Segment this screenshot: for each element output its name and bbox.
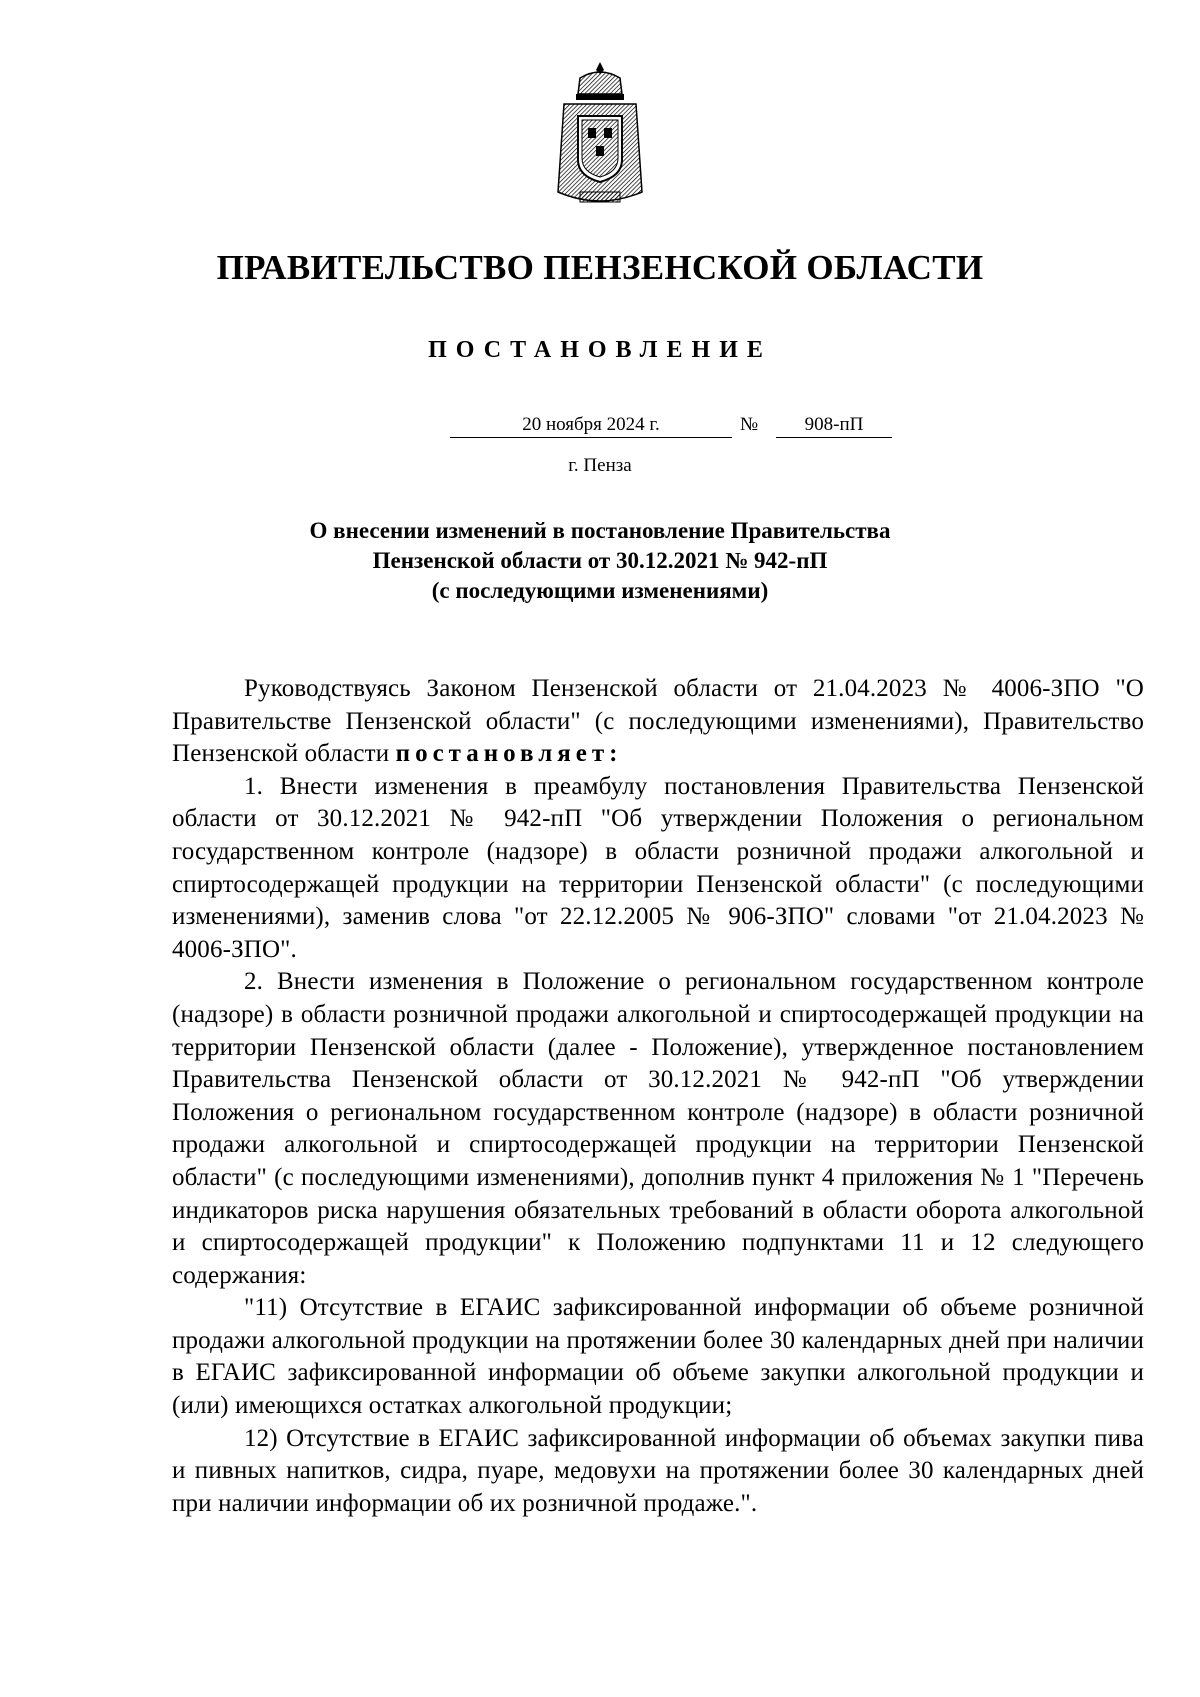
- subject-line-1: О внесении изменений в постановление Правительства: [309, 518, 891, 543]
- intro-text: Руководствуясь Законом Пензенской области от 21.04.2023 № 4006-ЗПО "О Правительстве Пензенской области" (с последующими изменениями), Правительство Пензенской области: [172, 675, 1144, 768]
- item-2-paragraph: 2. Внести изменения в Положение о региональном государственном контроле (надзоре) в области розничной продажи алкогольной и спиртосодержащей продукции на территории Пензенской области (далее - Положение), утвержденное постановлением Правительства Пензенской области от 30.12.2021 № 942-пП "Об утверждении Положения о региональном государственном контроле (надзоре) в области розничной продажи алкогольной и спиртосодержащей продукции на территории Пензенской области" (с последующими изменениями), дополнив пункт 4 приложения № 1 "Перечень индикаторов риска нарушения обязательных требований в области оборота алкогольной и спиртосодержащей продукции" к Положению подпунктами 11 и 12 следующего содержания:: [172, 968, 1144, 1289]
- city: г. Пенза: [568, 455, 632, 476]
- document-type: ПОСТАНОВЛЕНИЕ: [428, 337, 772, 363]
- organization-title: ПРАВИТЕЛЬСТВО ПЕНЗЕНСКОЙ ОБЛАСТИ: [216, 248, 984, 287]
- document-date: 20 ноября 2024 г.: [450, 413, 732, 438]
- number-sign: №: [740, 414, 759, 435]
- decree-word: постановляет:: [395, 740, 623, 768]
- subitem-11-paragraph: "11) Отсутствие в ЕГАИС зафиксированной информации об объеме розничной продажи алкогольной продукции на протяжении более 30 календарных дней при наличии в ЕГАИС зафиксированной информации об объеме закупки алкогольной продукции и (или) имеющихся остатках алкогольной продукции;: [172, 1294, 1144, 1420]
- subject-line-3: (с последующими изменениями): [431, 578, 769, 603]
- subject-line-2: Пензенской области от 30.12.2021 № 942-пП: [372, 548, 828, 573]
- item-1-paragraph: 1. Внести изменения в преамбулу постановления Правительства Пензенской области от 30.12.2021 № 942-пП "Об утверждении Положения о региональном государственном контроле (надзоре) в области розничной продажи алкогольной и спиртосодержащей продукции на территории Пензенской области" (с последующими изменениями), заменив слова "от 22.12.2005 № 906-ЗПО" словами "от 21.04.2023 № 4006-ЗПО".: [172, 772, 1144, 963]
- intro-paragraph: [172, 673, 1144, 771]
- document-subject: [0, 516, 1200, 606]
- penza-coat-of-arms-icon: [550, 60, 650, 210]
- subitem-12-paragraph: 12) Отсутствие в ЕГАИС зафиксированной информации об объемах закупки пива и пивных напитков, сидра, пуаре, медовухи на протяжении более 30 календарных дней при наличии информации об их розничной продаже.".: [172, 1424, 1144, 1517]
- document-body: [172, 673, 1144, 1520]
- document-number: 908-пП: [776, 413, 892, 438]
